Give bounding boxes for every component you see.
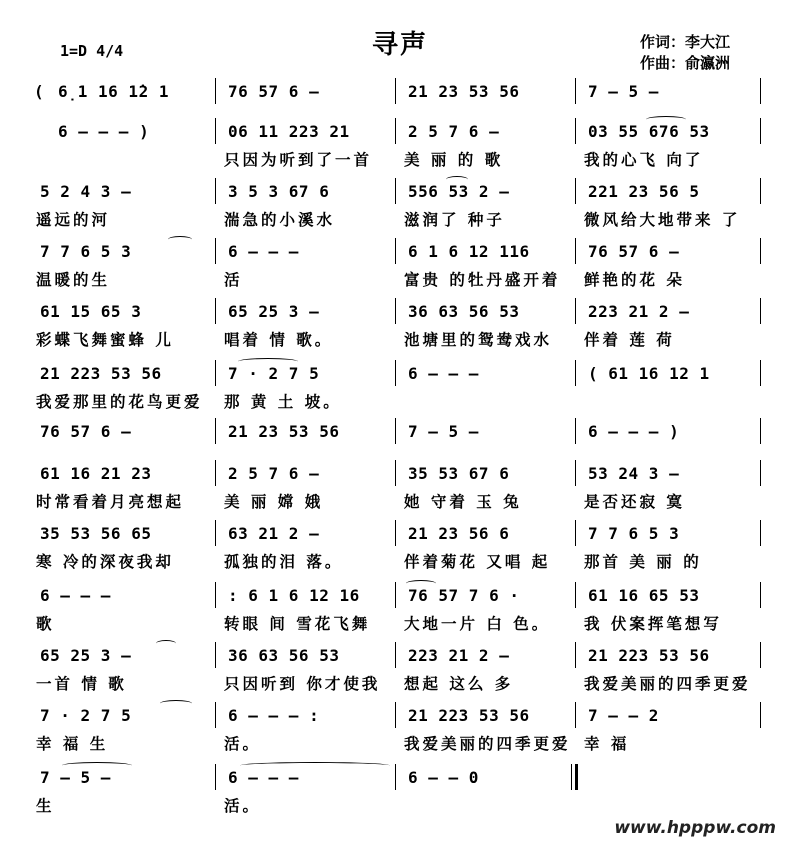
lyric: 活 xyxy=(224,271,243,289)
bar-line xyxy=(760,460,761,486)
measure: 6 — — — : xyxy=(228,706,320,725)
measure: 6̣1 16 1̇2 1 xyxy=(58,82,169,101)
bar-line xyxy=(215,582,216,608)
measure: 21 23 56 6 xyxy=(408,524,510,543)
measure: 21 223 53 56 xyxy=(40,364,162,383)
bar-line xyxy=(395,298,396,324)
song-title: 寻声 xyxy=(371,30,428,60)
lyric: 一首 情 歌 xyxy=(36,675,127,693)
measure: 76 57 6 — xyxy=(228,82,320,101)
key-time-signature: 1=D 4/4 xyxy=(60,42,124,60)
bar-line xyxy=(395,642,396,668)
measure: 7 7 6 5 3 xyxy=(588,524,680,543)
bar-line xyxy=(215,460,216,486)
bar-line xyxy=(215,298,216,324)
measure: 76 57 7 6 · xyxy=(408,586,520,605)
bar-line xyxy=(760,298,761,324)
lyric: 遥远的河 xyxy=(36,211,111,229)
measure: 7 — — 2 xyxy=(588,706,659,725)
bar-line xyxy=(760,78,761,104)
bar-line xyxy=(395,238,396,264)
lyric: 只因听到 你才使我 xyxy=(224,675,381,693)
measure: 2 5 7 6 — xyxy=(228,464,320,483)
lyric: 我 伏案挥笔想写 xyxy=(584,615,722,633)
measure: 61 16 65 53 xyxy=(588,586,700,605)
measure: 06 11 223 21 xyxy=(228,122,350,141)
measure: 223 21 2 — xyxy=(408,646,510,665)
measure: 5 2 4 3 — xyxy=(40,182,132,201)
lyric: 我爱美丽的四季更爱 xyxy=(584,675,751,693)
lyric: 幸 福 生 xyxy=(36,735,109,753)
lyric: 那 黄 土 坡。 xyxy=(224,393,342,411)
measure: 6 — — — ) xyxy=(58,122,150,141)
bar-line xyxy=(575,78,576,104)
lyric: 孤独的泪 落。 xyxy=(224,553,344,571)
composer-credit: 作曲：俞瀛洲 xyxy=(640,54,731,72)
lyric: 池塘里的鸳鸯戏水 xyxy=(404,331,553,349)
bar-line xyxy=(395,582,396,608)
measure: : 6 1 6 12 16 xyxy=(228,586,360,605)
measure: 6 — — — ) xyxy=(588,422,680,441)
bar-line xyxy=(575,238,576,264)
lyric: 鲜艳的花 朵 xyxy=(584,271,685,289)
bar-line xyxy=(395,418,396,444)
bar-line xyxy=(215,178,216,204)
lyric: 大地一片 白 色。 xyxy=(404,615,551,633)
bar-line xyxy=(760,642,761,668)
measure: 7 7 6 5 3 xyxy=(40,242,132,261)
measure: 53 24 3 — xyxy=(588,464,680,483)
bar-line xyxy=(760,520,761,546)
lyric: 温暖的生 xyxy=(36,271,111,289)
lyric: 活。 xyxy=(224,735,262,753)
measure: 21 23 53 56 xyxy=(228,422,340,441)
bar-line xyxy=(760,418,761,444)
bar-line xyxy=(575,642,576,668)
bar-line xyxy=(215,418,216,444)
measure: 6 — — — xyxy=(408,364,479,383)
bar-line xyxy=(575,298,576,324)
bar-line xyxy=(575,764,578,790)
lyric: 转眼 间 雪花飞舞 xyxy=(224,615,371,633)
lyric: 活。 xyxy=(224,797,262,815)
bar-line xyxy=(575,520,576,546)
lyric: 那首 美 丽 的 xyxy=(584,553,702,571)
open-bracket: ( xyxy=(34,82,44,101)
measure: 61 15 65 3 xyxy=(40,302,142,321)
lyric: 是否还寂 寞 xyxy=(584,493,685,511)
bar-line xyxy=(215,118,216,144)
slur xyxy=(646,116,686,123)
lyric: 我爱美丽的四季更爱 xyxy=(404,735,571,753)
measure: 65 25 3 — xyxy=(228,302,320,321)
measure: 03 55 676 53 xyxy=(588,122,710,141)
measure: 6 — — — xyxy=(228,768,299,787)
measure: 7 — 5 — xyxy=(588,82,659,101)
bar-line xyxy=(395,764,396,790)
bar-line xyxy=(395,360,396,386)
measure: 76 57 6 — xyxy=(40,422,132,441)
bar-line xyxy=(215,702,216,728)
bar-line xyxy=(395,118,396,144)
bar-line xyxy=(760,360,761,386)
bar-line xyxy=(760,238,761,264)
bar-line xyxy=(575,582,576,608)
measure: ( 61 16 12 1 xyxy=(588,364,710,383)
measure: 21 223 53 56 xyxy=(588,646,710,665)
measure: 61 16 21 23 xyxy=(40,464,152,483)
lyric: 幸 福 xyxy=(584,735,630,753)
measure: 7 — 5 — xyxy=(40,768,111,787)
bar-line xyxy=(575,702,576,728)
bar-line xyxy=(215,360,216,386)
measure: 7 · 2 7 5 xyxy=(228,364,320,383)
measure: 6 — — — xyxy=(40,586,111,605)
bar-line xyxy=(575,418,576,444)
slur xyxy=(168,236,192,243)
watermark-url: www.hpppw.com xyxy=(614,818,776,838)
credits xyxy=(640,32,730,74)
lyric: 湍急的小溪水 xyxy=(224,211,336,229)
bar-line xyxy=(395,460,396,486)
bar-line xyxy=(760,178,761,204)
measure: 6 — — — xyxy=(228,242,299,261)
lyric: 想起 这么 多 xyxy=(404,675,514,693)
measure: 35 53 67 6 xyxy=(408,464,510,483)
slur xyxy=(446,176,468,183)
bar-line xyxy=(575,178,576,204)
measure: 6 1 6 12 116 xyxy=(408,242,530,261)
slur xyxy=(240,762,390,769)
lyric: 寒 冷的深夜我却 xyxy=(36,553,174,571)
bar-line xyxy=(395,78,396,104)
slur xyxy=(62,762,132,769)
measure: 63 21 2 — xyxy=(228,524,320,543)
measure: 36 63 56 53 xyxy=(228,646,340,665)
slur xyxy=(406,580,436,587)
lyric: 我爱那里的花鸟更爱 xyxy=(36,393,203,411)
bar-line xyxy=(215,78,216,104)
measure: 35 53 56 65 xyxy=(40,524,152,543)
lyric: 时常看着月亮想起 xyxy=(36,493,185,511)
bar-line xyxy=(395,178,396,204)
lyric: 彩蝶飞舞蜜蜂 儿 xyxy=(36,331,174,349)
bar-line xyxy=(760,582,761,608)
lyric: 歌 xyxy=(36,615,55,633)
bar-line xyxy=(575,118,576,144)
bar-line xyxy=(215,642,216,668)
measure: 221 23 56 5 xyxy=(588,182,700,201)
measure: 3 5 3 67 6 xyxy=(228,182,330,201)
bar-line xyxy=(760,702,761,728)
measure: 6 — — 0 xyxy=(408,768,479,787)
lyric: 只因为听到了一首 xyxy=(224,151,373,169)
measure: 223 21 2 — xyxy=(588,302,690,321)
lyric: 富贵 的牡丹盛开着 xyxy=(404,271,561,289)
measure: 76 57 6 — xyxy=(588,242,680,261)
slur xyxy=(160,700,192,707)
bar-line xyxy=(760,118,761,144)
measure: 556 53 2 — xyxy=(408,182,510,201)
measure: 21 23 53 56 xyxy=(408,82,520,101)
measure: 7 — 5 — xyxy=(408,422,479,441)
lyric: 生 xyxy=(36,797,55,815)
lyric: 我的心飞 向了 xyxy=(584,151,704,169)
lyric: 唱着 情 歌。 xyxy=(224,331,334,349)
lyric: 微风给大地带来 了 xyxy=(584,211,741,229)
measure: 65 25 3 — xyxy=(40,646,132,665)
measure: 36 63 56 53 xyxy=(408,302,520,321)
final-bar-line xyxy=(571,764,572,790)
lyric: 伴着菊花 又唱 起 xyxy=(404,553,551,571)
lyricist-credit: 作词：李大江 xyxy=(640,33,731,51)
bar-line xyxy=(575,460,576,486)
slur xyxy=(156,640,176,647)
bar-line xyxy=(215,520,216,546)
lyric: 美 丽 的 歌 xyxy=(404,151,504,169)
lyric: 伴着 莲 荷 xyxy=(584,331,675,349)
bar-line xyxy=(215,764,216,790)
bar-line xyxy=(395,702,396,728)
slur xyxy=(238,358,298,365)
measure: 21 223 53 56 xyxy=(408,706,530,725)
measure: 7 · 2 7 5 xyxy=(40,706,132,725)
bar-line xyxy=(575,360,576,386)
lyric: 她 守着 玉 兔 xyxy=(404,493,522,511)
bar-line xyxy=(395,520,396,546)
lyric: 滋润了 种子 xyxy=(404,211,505,229)
measure: 2 5 7 6 — xyxy=(408,122,500,141)
bar-line xyxy=(215,238,216,264)
lyric: 美 丽 嫦 娥 xyxy=(224,493,324,511)
